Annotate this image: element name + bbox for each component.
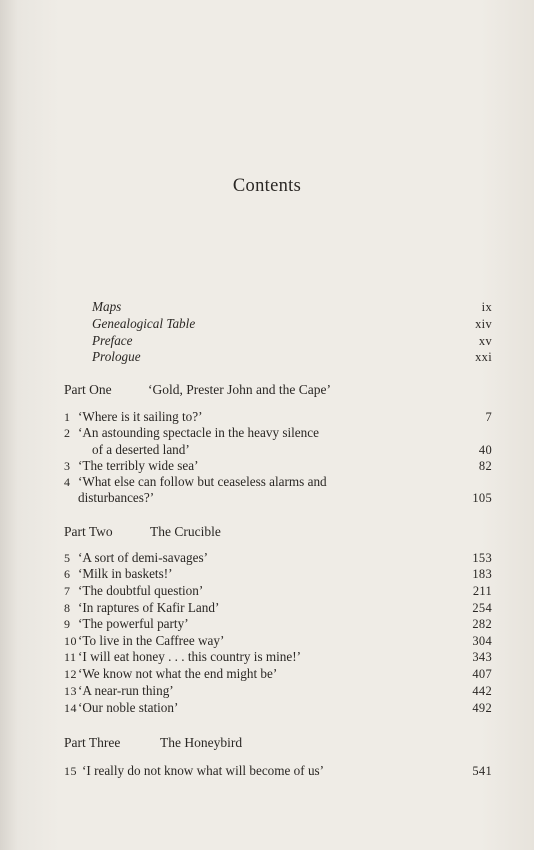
page-number: 254 xyxy=(472,601,492,615)
chapter-title: ‘To live in the Caffree way’ xyxy=(78,633,225,648)
chapter-title: ‘Milk in baskets!’ xyxy=(78,566,173,581)
chapter-number: 9 xyxy=(64,617,71,631)
part-label: Part One xyxy=(64,382,112,397)
page-number: 183 xyxy=(472,567,492,581)
page-title: Contents xyxy=(232,176,302,196)
chapter-number: 11 xyxy=(64,650,77,664)
page-number: 105 xyxy=(472,491,492,505)
chapter-title: ‘What else can follow but ceaseless alarms and xyxy=(78,474,327,489)
chapter-title-continued: of a deserted land’ xyxy=(92,442,190,457)
chapter-number: 12 xyxy=(64,667,77,681)
chapter-number: 2 xyxy=(64,426,71,440)
front-matter-label: Prologue xyxy=(92,349,141,364)
page-number: 343 xyxy=(472,650,492,664)
page-number: 442 xyxy=(472,684,492,698)
page-number: xiv xyxy=(475,317,492,331)
page-number: xxi xyxy=(475,350,492,364)
page-number: ix xyxy=(481,300,492,314)
chapter-number: 5 xyxy=(64,551,71,565)
chapter-number: 15 xyxy=(64,764,77,778)
page-number: 304 xyxy=(472,634,492,648)
chapter-title: ‘The terribly wide sea’ xyxy=(78,458,199,473)
page-number: 282 xyxy=(472,617,492,631)
part-label: Part Two xyxy=(64,524,113,539)
page-number: 492 xyxy=(472,701,492,715)
page-number: xv xyxy=(478,334,492,348)
chapter-number: 7 xyxy=(64,584,71,598)
page-number: 541 xyxy=(472,764,492,778)
chapter-title: ‘The powerful party’ xyxy=(78,616,189,631)
chapter-title: ‘We know not what the end might be’ xyxy=(78,666,278,681)
chapter-number: 10 xyxy=(64,634,77,648)
chapter-number: 14 xyxy=(64,701,77,715)
chapter-title: ‘Where is it sailing to?’ xyxy=(78,409,203,424)
front-matter-label: Preface xyxy=(92,333,133,348)
chapter-title: ‘In raptures of Kafir Land’ xyxy=(78,600,220,615)
part-title: The Crucible xyxy=(150,524,221,539)
chapter-title: ‘Our noble station’ xyxy=(78,700,179,715)
part-label: Part Three xyxy=(64,735,121,750)
chapter-title: ‘An astounding spectacle in the heavy silence xyxy=(78,425,319,440)
chapter-number: 3 xyxy=(64,459,71,473)
chapter-number: 6 xyxy=(64,567,71,581)
front-matter-label: Maps xyxy=(92,299,122,314)
part-title: ‘Gold, Prester John and the Cape’ xyxy=(148,382,331,397)
chapter-number: 13 xyxy=(64,684,77,698)
page-number: 7 xyxy=(485,410,492,424)
chapter-title-continued: disturbances?’ xyxy=(78,490,155,505)
part-title: The Honeybird xyxy=(160,735,243,750)
chapter-number: 8 xyxy=(64,601,71,615)
page-number: 82 xyxy=(478,459,492,473)
page-number: 407 xyxy=(472,667,492,681)
chapter-title: ‘The doubtful question’ xyxy=(78,583,204,598)
chapter-title: ‘I really do not know what will become of us’ xyxy=(82,763,325,778)
chapter-title: ‘A near-run thing’ xyxy=(78,683,174,698)
front-matter-label: Genealogical Table xyxy=(92,316,196,331)
chapter-number: 1 xyxy=(64,410,71,424)
page-number: 40 xyxy=(478,443,492,457)
chapter-title: ‘A sort of demi-savages’ xyxy=(78,550,209,565)
chapter-title: ‘I will eat honey . . . this country is mine!’ xyxy=(78,649,302,664)
chapter-number: 4 xyxy=(64,475,71,489)
page-number: 153 xyxy=(472,551,492,565)
page-number: 211 xyxy=(472,584,492,598)
